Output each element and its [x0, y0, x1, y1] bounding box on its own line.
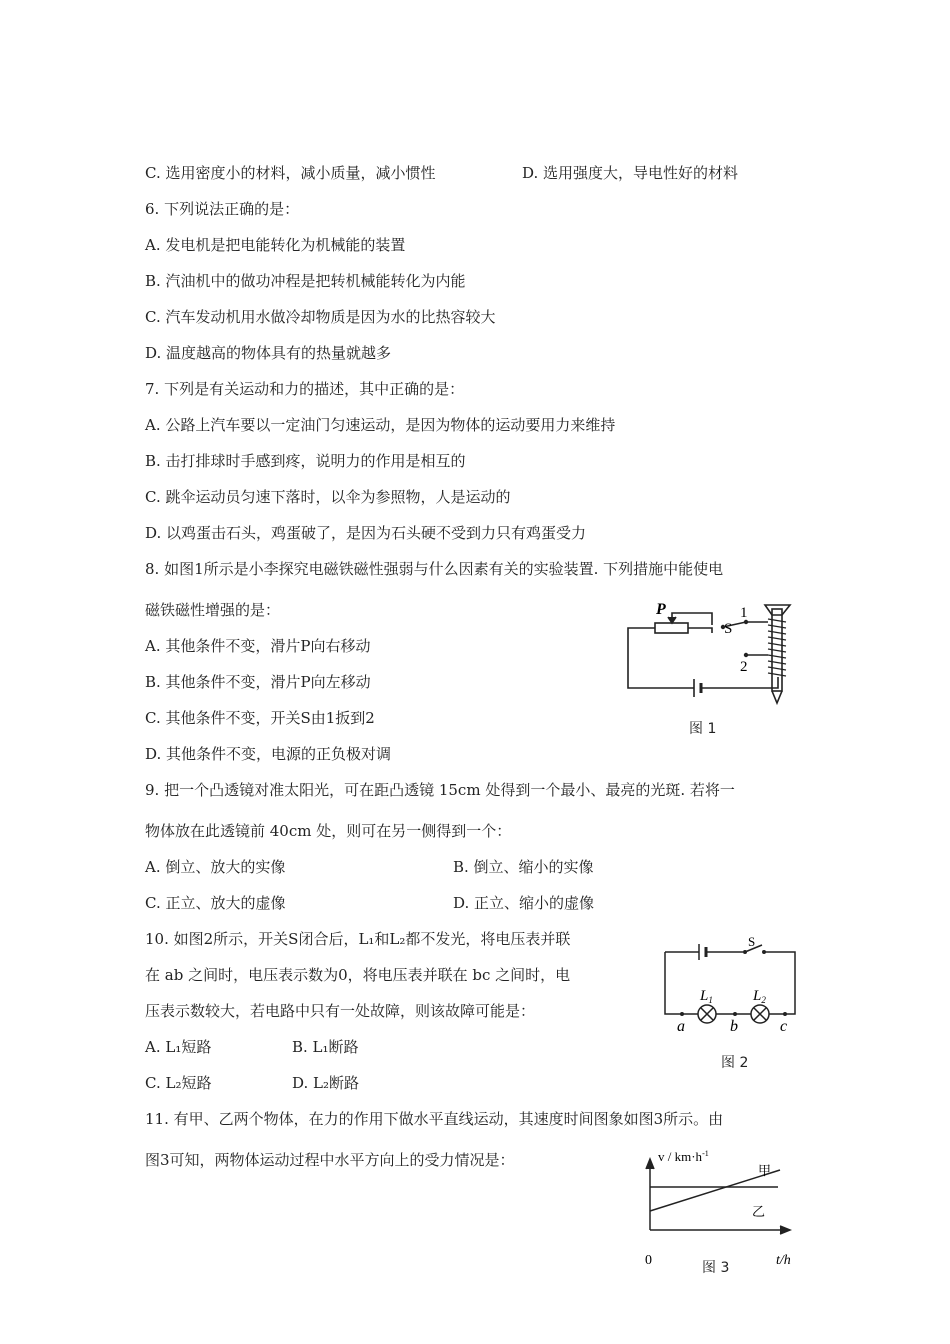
q10-stem-cont2: 压表示数较大，若电路中只有一处故障，则该故障可能是：: [145, 1002, 536, 1020]
label-l2: $L_2$: [753, 988, 766, 1005]
rheostat: [655, 623, 688, 633]
label-1: 1: [740, 605, 748, 621]
label-l1: $L_1$: [700, 988, 713, 1005]
q10-stem-cont1: 在 ab 之间时，电压表示数为0，将电压表并联在 bc 之间时，电: [145, 966, 571, 984]
q6-stem: 6. 下列说法正确的是：: [145, 200, 300, 218]
y-axis-label: $v / km\cdot h^{-1}$: [658, 1149, 709, 1164]
x-axis-label: t/h: [776, 1253, 791, 1268]
q10-option-a: A. L₁短路: [145, 1038, 212, 1056]
figure-2-lamp-circuit: [655, 930, 805, 1035]
q8-option-c: C. 其他条件不变，开关S由1扳到2: [145, 709, 375, 727]
label-2: 2: [740, 659, 748, 675]
q9-option-c: C. 正立、放大的虚像: [145, 894, 286, 912]
q10-stem: 10. 如图2所示，开关S闭合后，L₁和L₂都不发光，将电压表并联: [145, 930, 571, 948]
label-s: S: [724, 621, 733, 637]
label-a: a: [677, 1018, 685, 1035]
q11-stem: 11. 有甲、乙两个物体，在力的作用下做水平直线运动，其速度时间图象如图3所示。由: [145, 1110, 724, 1128]
q11-stem-cont: 图3可知，两物体运动过程中水平方向上的受力情况是：: [145, 1151, 515, 1169]
figure-1-electromagnet-circuit: [620, 595, 820, 710]
label-b: b: [730, 1018, 738, 1035]
figure-3-velocity-time-graph: [640, 1135, 805, 1275]
label-s2: S: [748, 934, 756, 949]
q9-option-d: D. 正立、缩小的虚像: [453, 894, 595, 912]
q6-option-a: A. 发电机是把电能转化为机械能的装置: [145, 236, 406, 254]
label-c: c: [780, 1018, 788, 1035]
label-p: P: [656, 601, 666, 618]
q8-option-d: D. 其他条件不变，电源的正负极对调: [145, 745, 392, 763]
q8-option-b: B. 其他条件不变，滑片P向左移动: [145, 673, 371, 691]
q6-option-b: B. 汽油机中的做功冲程是把转机械能转化为内能: [145, 272, 466, 290]
q7-option-b: B. 击打排球时手感到疼，说明力的作用是相互的: [145, 452, 466, 470]
figure-2-caption: 图 2: [721, 1055, 749, 1071]
q10-option-c: C. L₂短路: [145, 1074, 212, 1092]
figure-1-caption: 图 1: [689, 721, 717, 737]
q5-option-c: C. 选用密度小的材料，减小质量，减小惯性: [145, 164, 436, 182]
q6-option-c: C. 汽车发动机用水做冷却物质是因为水的比热容较大: [145, 308, 496, 326]
q8-stem-cont: 磁铁磁性增强的是：: [145, 601, 281, 619]
label-yi: 乙: [752, 1204, 766, 1219]
q8-stem: 8. 如图1所示是小李探究电磁铁磁性强弱与什么因素有关的实验装置. 下列措施中能使电: [145, 560, 724, 578]
origin-label: 0: [645, 1253, 652, 1268]
coil-windings: [768, 619, 786, 676]
q9-stem: 9. 把一个凸透镜对准太阳光，可在距凸透镜 15cm 处得到一个最小、最亮的光斑. 若将一: [145, 781, 735, 799]
q6-option-d: D. 温度越高的物体具有的热量就越多: [145, 344, 392, 362]
q9-option-b: B. 倒立、缩小的实像: [453, 858, 594, 876]
q7-option-a: A. 公路上汽车要以一定油门匀速运动，是因为物体的运动要用力来维持: [145, 416, 616, 434]
q7-option-c: C. 跳伞运动员匀速下落时，以伞为参照物，人是运动的: [145, 488, 511, 506]
label-jia: 甲: [758, 1163, 772, 1178]
q8-option-a: A. 其他条件不变，滑片P向右移动: [145, 637, 371, 655]
q9-stem-cont: 物体放在此透镜前 40cm 处，则可在另一侧得到一个：: [145, 822, 512, 840]
figure-3-caption: 图 3: [702, 1260, 730, 1276]
q7-option-d: D. 以鸡蛋击石头，鸡蛋破了，是因为石头硬不受到力只有鸡蛋受力: [145, 524, 587, 542]
q10-option-d: D. L₂断路: [292, 1074, 360, 1092]
q7-stem: 7. 下列是有关运动和力的描述，其中正确的是：: [145, 380, 465, 398]
q10-option-b: B. L₁断路: [292, 1038, 359, 1056]
q5-option-d: D. 选用强度大，导电性好的材料: [522, 164, 739, 182]
q9-option-a: A. 倒立、放大的实像: [145, 858, 286, 876]
